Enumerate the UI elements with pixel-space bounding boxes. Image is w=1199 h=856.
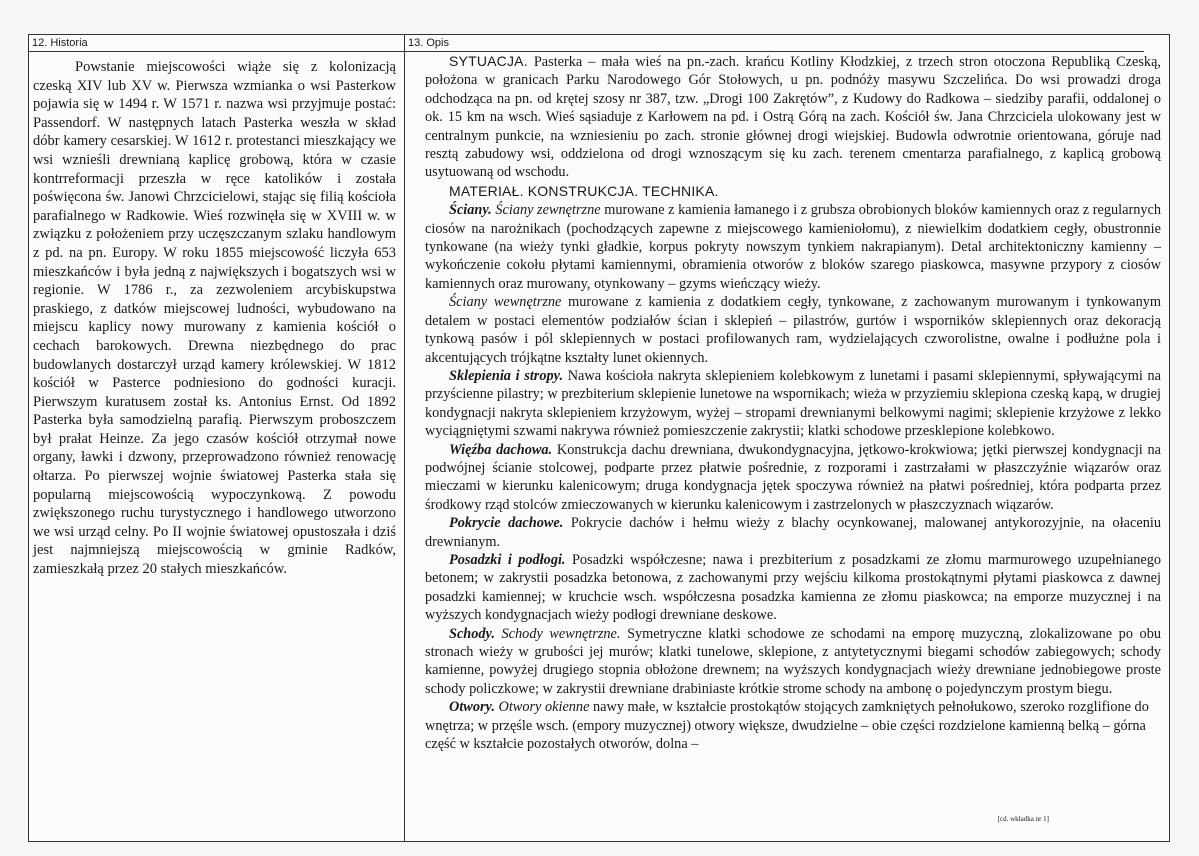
description-label: 13. Opis — [405, 35, 1144, 52]
floors-paragraph — [425, 551, 1161, 625]
material-heading-line — [425, 182, 1161, 201]
floors-heading: Posadzki i podłogi. — [449, 551, 566, 568]
walls-outer-label: Ściany zewnętrzne — [495, 202, 601, 219]
roof-truss-heading: Więźba dachowa. — [449, 441, 553, 458]
walls-inner-label: Ściany wewnętrzne — [449, 294, 562, 311]
openings-paragraph — [425, 698, 1161, 753]
roofing-paragraph — [425, 514, 1161, 551]
continuation-note: [cd. wkładka nr 1] — [997, 815, 1049, 823]
description-column — [405, 35, 1169, 841]
description-body — [405, 52, 1169, 753]
walls-outer-text: murowane z kamienia łamanego i z grubsza obrobionych bloków kamiennych oraz z regularnych ciosów na narożnikach (pochodzących zapewne z miejscowego kamieniołomu), z niewielkim dodatkiem cegły, obustronnie tynkowane (na wieży tynki gładkie, korpus pokryty nowszym tynkiem nakrapianym). Detal architektoniczny kamienny – wykończenie cokołu płytami kamiennymi, obramienia otworów z bloków szarego piaskowca, masywne przypory z ciosów kamiennych oraz murowany, otynkowany – gzyms wieńczący wieży. — [425, 202, 1162, 292]
vaults-paragraph — [425, 367, 1161, 441]
history-body — [29, 52, 404, 579]
roof-truss-text: Konstrukcja dachu drewniana, dwukondygnacyjna, jętkowo-krokwiowa; jętki pierwszej kondygnacji na podwójnej ścianie stolcowej, podparte przez płatwie pośrednie, z rozporami i zastrzałami w płaszczyźnie wiązarów oraz mieczami w kierunku kalenicowym; druga kondygnacja jętek spoczywa również na płatwi pośredniej, która podparta przez środkowy rząd stolców zmieczowanych w kierunku kalenicowym i zastrzelonych w płaszczyznach wiązarów. — [425, 441, 1162, 513]
record-card — [28, 34, 1170, 842]
walls-heading: Ściany. — [449, 202, 492, 219]
walls-outer-paragraph — [425, 201, 1161, 293]
history-label: 12. Historia — [29, 35, 404, 52]
roof-truss-paragraph — [425, 441, 1161, 515]
vaults-heading: Sklepienia i stropy. — [449, 367, 564, 384]
roofing-text: Pokrycie dachów i hełmu wieży z blachy ocynkowanej, malowanej antykorozyjnie, na ołaceniu drewnianym. — [425, 515, 1161, 550]
history-column — [29, 35, 404, 841]
roofing-heading: Pokrycie dachowe. — [449, 515, 564, 532]
situation-heading: SYTUACJA. — [449, 53, 528, 69]
stairs-heading: Schody. — [449, 625, 495, 642]
openings-heading: Otwory. — [449, 699, 495, 716]
vaults-text: Nawa kościoła nakryta sklepieniem kolebkowym z lunetami i pasami sklepiennymi, spływającymi na przyścienne pilastry; w prezbiterium sklepienie lunetowe na wspornikach; wieża w przyziemiu sklepiona czeską kapą, w drugiej kondygnacji nakryta sklepieniem krzyżowym, wyżej – stropami drewnianymi belkowymi nagimi; sklepienie krzyżowe z lekko wyciągniętymi szwami nakrywa również pomieszczenie zakrystii; klatki schodowe przesklepione kolebkowo. — [425, 367, 1161, 440]
stairs-label: Schody wewnętrzne. — [494, 625, 621, 642]
walls-inner-text: murowane z kamienia z dodatkiem cegły, tynkowane, z zachowanym murowanym i tynkowanym detalem w postaci elementów podziałów ścian i sklepień – pilastrów, gurtów i wsporników sklepiennych oraz dekoracją tynkową pasów i pól sklepiennych w postaci profilowanych ram, wydzielających czworolistne, owalne i podłużne pola i akcentujących trójkątne kształty lunet okiennych. — [425, 294, 1161, 366]
situation-paragraph — [425, 52, 1161, 182]
openings-text: nawy małe, w kształcie prostokątów stojących zamkniętych pełnołukowo, szeroko rozglifione do wnętrza; w przęśle wsch. (empory muzycznej) otwory większe, dwudzielne – obie części rozdzielone kamienną belką – górna część w kształcie pozostałych otworów, dolna – — [425, 699, 1149, 753]
history-text: Powstanie miejscowości wiąże się z kolonizacją czeską XIV lub XV w. Pierwsza wzmianka o wsi Pasterkow pojawia się w 1494 r. W 1571 r. nazwa wsi przyjmuje postać: Passendorf. W następnych latach Pasterka weszła w skład dóbr kamery cesarskiej. W 1612 r. protestanci mieszkający we wsi wznieśli drewnianą kaplicę grobową, która w czasie kontrreformacji przeszła w ręce katolików i została poświęcona św. Janowi Chrzcicielowi, stając się filią kościoła parafialnego w Radkowie. Wieś rozwinęła się w XVIII w. w związku z położeniem przy uczęszczanym szlaku handlowym z pd. na pn. Europy. W roku 1855 miejscowość liczyła 653 mieszkańców i była jedną z największych i bogatszych wsi w regionie. W 1786 r., za zezwoleniem arcybiskupstwa praskiego, z datków miejscowej ludności, wybudowano na miejscu kaplicy nowy murowany z kamienia kościół o cechach barokowych. Drewna niezbędnego do prac budowlanych dostarczył urząd kamery królewskiej. W 1812 kościół w Pasterce podniesiono do godności kuracji. Pierwszym kuratusem został ks. Antonius Ernst. Od 1892 Pasterka była samodzielną parafią. Pierwszym proboszczem był prałat Heinze. Za jego czasów kościół otrzymał nowe organy, ławki i dzwony, przeprowadzono również renowację ołtarza. Po pierwszej wojnie światowej Pasterka stała się popularną miejscowością wypoczynkową. Z powodu zwiększonego ruchu turystycznego i handlowego utworzono we wsi urząd celny. Po II wojnie światowej opustoszała i dziś jest najmniejszą miejscowością w gminie Radków, zamieszkałą przez 20 stałych mieszkańców. — [33, 59, 396, 578]
situation-text: Pasterka – mała wieś na pn.-zach. krańcu Kotliny Kłodzkiej, z trzech stron otoczona Republiką Czeską, położona w granicach Parku Narodowego Gór Stołowych, u pn. podnóży masywu Szczelińca. Do wsi prowadzi droga odchodząca na pn. od krętej szosy nr 387, tzw. „Drogi 100 Zakrętów”, z Kudowy do Radkowa – siedziby parafii, oddalonej o ok. 15 km na wsch. Wieś sąsiaduje z Karłowem na pd. i Ostrą Górą na zach. Kościół św. Jana Chrzciciela ulokowany jest w centralnym punkcie, na wzniesieniu po zach. stronie głównej drogi wiejskiej. Budowla odwrotnie orientowana, góruje nad resztą zabudowy wsi, oddzielona od drogi wznoszącym się ku zach. terenem cmentarza parafialnego, z kaplicą grobową usytuowaną od wschodu. — [425, 54, 1161, 181]
stairs-text: Symetryczne klatki schodowe ze schodami na emporę muzyczną, zlokalizowane po obu stronach wieży w grubości jej murów; klatki tunelowe, sklepione, z antytetycznymi biegami schodów zabiegowych; schody kamienne, powyżej drugiego stopnia obłożone drewnem; na wyższych kondygnacjach wieży drewniane jednobiegowe proste schody policzkowe; w zakrystii drewniane drabiniaste krótkie strome schody na ambonę o pojedynczym prostym biegu. — [425, 625, 1162, 697]
openings-label: Otwory okienne — [494, 699, 590, 716]
stairs-paragraph — [425, 625, 1161, 699]
material-heading: MATERIAŁ. KONSTRUKCJA. TECHNIKA. — [449, 182, 719, 199]
walls-inner-paragraph — [425, 293, 1161, 367]
floors-text: Posadzki współczesne; nawa i prezbiterium z posadzkami ze złomu marmurowego uzupełnianego betonem; w zakrystii posadzka betonowa, z zachowanymi przy wejściu kilkoma prostokątnymi płytami piaskowca z dawnej posadzki kamiennej; w kruchcie wsch. współczesna posadzka kamienna ze złomu piaskowca; na emporze muzycznej i na wyższych kondygnacjach wieży podłogi drewniane deskowe. — [425, 551, 1162, 624]
